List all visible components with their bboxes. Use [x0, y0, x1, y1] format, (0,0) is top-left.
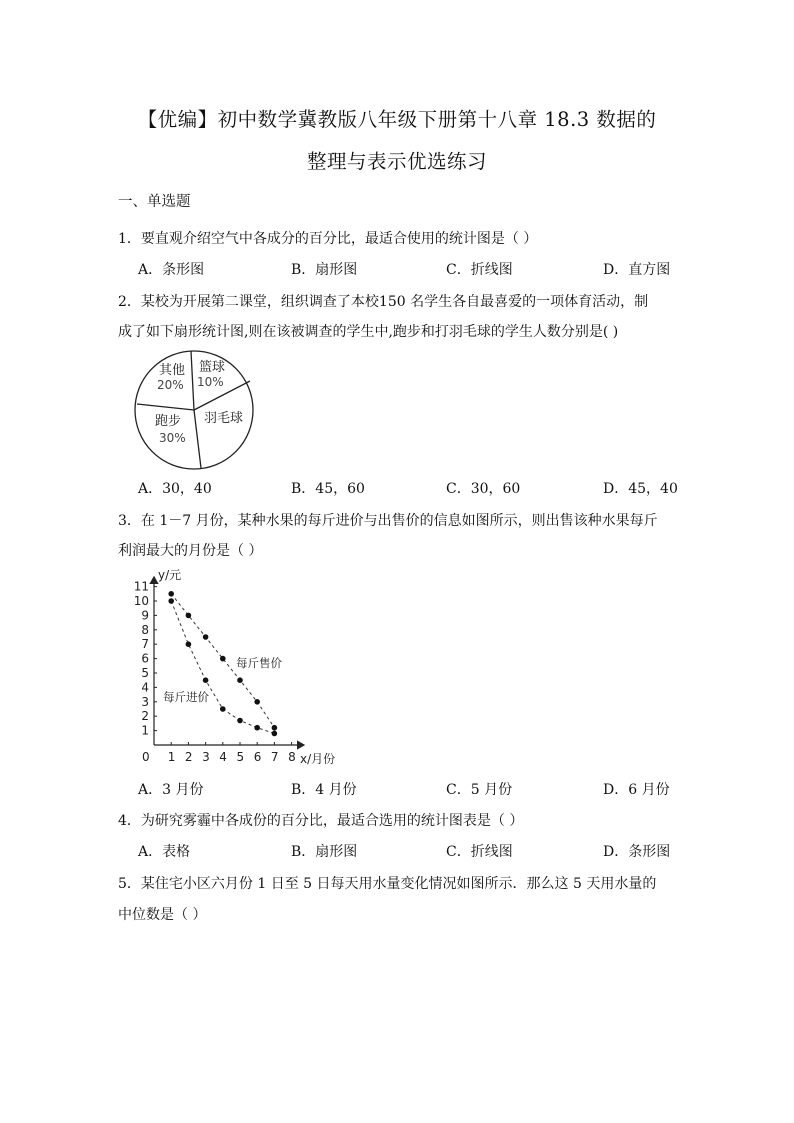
- pie-divider-bottom: [194, 410, 201, 468]
- q2-option-d: D．45，40: [603, 481, 678, 497]
- data-point-series-1: [237, 718, 243, 724]
- x-tick-label: 5: [236, 750, 245, 764]
- section-heading: 一、单选题: [118, 194, 191, 210]
- pie-label-basketball: 篮球: [199, 360, 226, 375]
- question-1-text: 1．要直观介绍空气中各成分的百分比，最适合使用的统计图是（ ）: [118, 231, 538, 247]
- pie-label-other: 其他: [159, 363, 186, 378]
- q4-option-b: B．扇形图: [291, 844, 358, 860]
- data-point-series-0: [186, 613, 192, 619]
- q1-option-a: A．条形图: [138, 262, 205, 278]
- data-point-series-1: [220, 706, 226, 712]
- question-2-line2: 成了如下扇形统计图,则在该被调查的学生中,跑步和打羽毛球的学生人数分别是( ): [118, 324, 619, 340]
- data-point-series-0: [254, 699, 260, 705]
- q2-option-a: A．30，40: [138, 481, 212, 497]
- q2-option-b: B．45，60: [291, 481, 365, 497]
- question-3-line2: 利润最大的月份是（ ）: [118, 543, 263, 559]
- pie-divider-top: [191, 351, 194, 410]
- x-tick-label: 1: [167, 750, 176, 764]
- series-label-sale-price: 每斤售价: [236, 656, 282, 670]
- y-tick-label: 5: [141, 666, 149, 680]
- question-2-line1: 2．某校为开展第二课堂，组织调查了本校150 名学生各自最喜爱的一项体育活动，制: [118, 294, 649, 310]
- data-point-series-1: [168, 598, 174, 604]
- x-tick-label: 8: [288, 750, 296, 764]
- y-tick-label: 11: [133, 579, 149, 594]
- q4-option-c: C．折线图: [446, 844, 513, 860]
- question-5-line1: 5．某住宅小区六月份 1 日至 5 日每天用水量变化情况如图所示．那么这 5 天用水量的: [118, 876, 657, 892]
- data-point-series-1: [254, 725, 260, 731]
- data-point-series-0: [272, 725, 278, 731]
- x-axis-label: x/月份: [300, 752, 336, 766]
- y-axis-label: y/元: [158, 568, 182, 582]
- q3-option-a: A．3 月份: [138, 782, 204, 798]
- y-tick-label: 8: [141, 622, 149, 637]
- x-tick-label: 6: [253, 750, 262, 764]
- q3-option-c: C．5 月份: [446, 782, 513, 798]
- pie-chart: [132, 348, 256, 472]
- y-tick-label: 6: [141, 651, 149, 666]
- x-tick-label: 7: [270, 750, 279, 764]
- q1-option-d: D．直方图: [603, 262, 671, 278]
- price-scatter-chart: [130, 565, 350, 770]
- x-tick-label: 0: [142, 750, 150, 764]
- pie-value-basketball: 10%: [197, 375, 224, 389]
- q2-option-c: C．30，60: [446, 481, 521, 497]
- data-point-series-0: [237, 677, 243, 683]
- data-point-series-0: [168, 591, 174, 597]
- question-5-line2: 中位数是（ ）: [118, 907, 207, 923]
- y-tick-label: 7: [141, 637, 149, 652]
- data-point-series-1: [186, 641, 192, 647]
- y-tick-label: 1: [141, 723, 149, 738]
- document-title-line1: 【优编】初中数学冀教版八年级下册第十八章 18.3 数据的: [137, 108, 657, 131]
- y-tick-label: 4: [141, 680, 149, 695]
- document-title-line2: 整理与表示优选练习: [306, 150, 487, 173]
- pie-value-running: 30%: [159, 431, 186, 445]
- q3-option-b: B．4 月份: [291, 782, 357, 798]
- data-point-series-1: [272, 731, 278, 737]
- data-point-series-0: [220, 656, 226, 662]
- x-tick-label: 2: [184, 750, 193, 764]
- q1-option-b: B．扇形图: [291, 262, 358, 278]
- y-tick-label: 10: [133, 594, 149, 608]
- x-tick-label: 4: [219, 750, 227, 764]
- q4-option-a: A．表格: [138, 844, 191, 860]
- y-tick-label: 2: [141, 709, 149, 724]
- q1-option-c: C．折线图: [446, 262, 513, 278]
- data-point-series-0: [203, 634, 209, 640]
- pie-value-other: 20%: [157, 378, 184, 392]
- x-tick-label: 3: [202, 750, 210, 764]
- pie-label-badminton: 羽毛球: [204, 411, 244, 426]
- pie-divider-left: [137, 404, 194, 410]
- series-label-cost-price: 每斤进价: [163, 690, 209, 704]
- data-point-series-1: [203, 677, 209, 683]
- question-3-line1: 3．在 1－7 月份，某种水果的每斤进价与出售价的信息如图所示，则出售该种水果每斤: [118, 513, 658, 529]
- y-tick-label: 3: [141, 694, 149, 709]
- question-4-text: 4．为研究雾霾中各成份的百分比，最适合选用的统计图表是（ ）: [118, 813, 524, 829]
- pie-label-running: 跑步: [155, 414, 182, 429]
- q3-option-d: D．6 月份: [603, 782, 670, 798]
- q4-option-d: D．条形图: [603, 844, 671, 860]
- y-tick-label: 9: [141, 608, 149, 623]
